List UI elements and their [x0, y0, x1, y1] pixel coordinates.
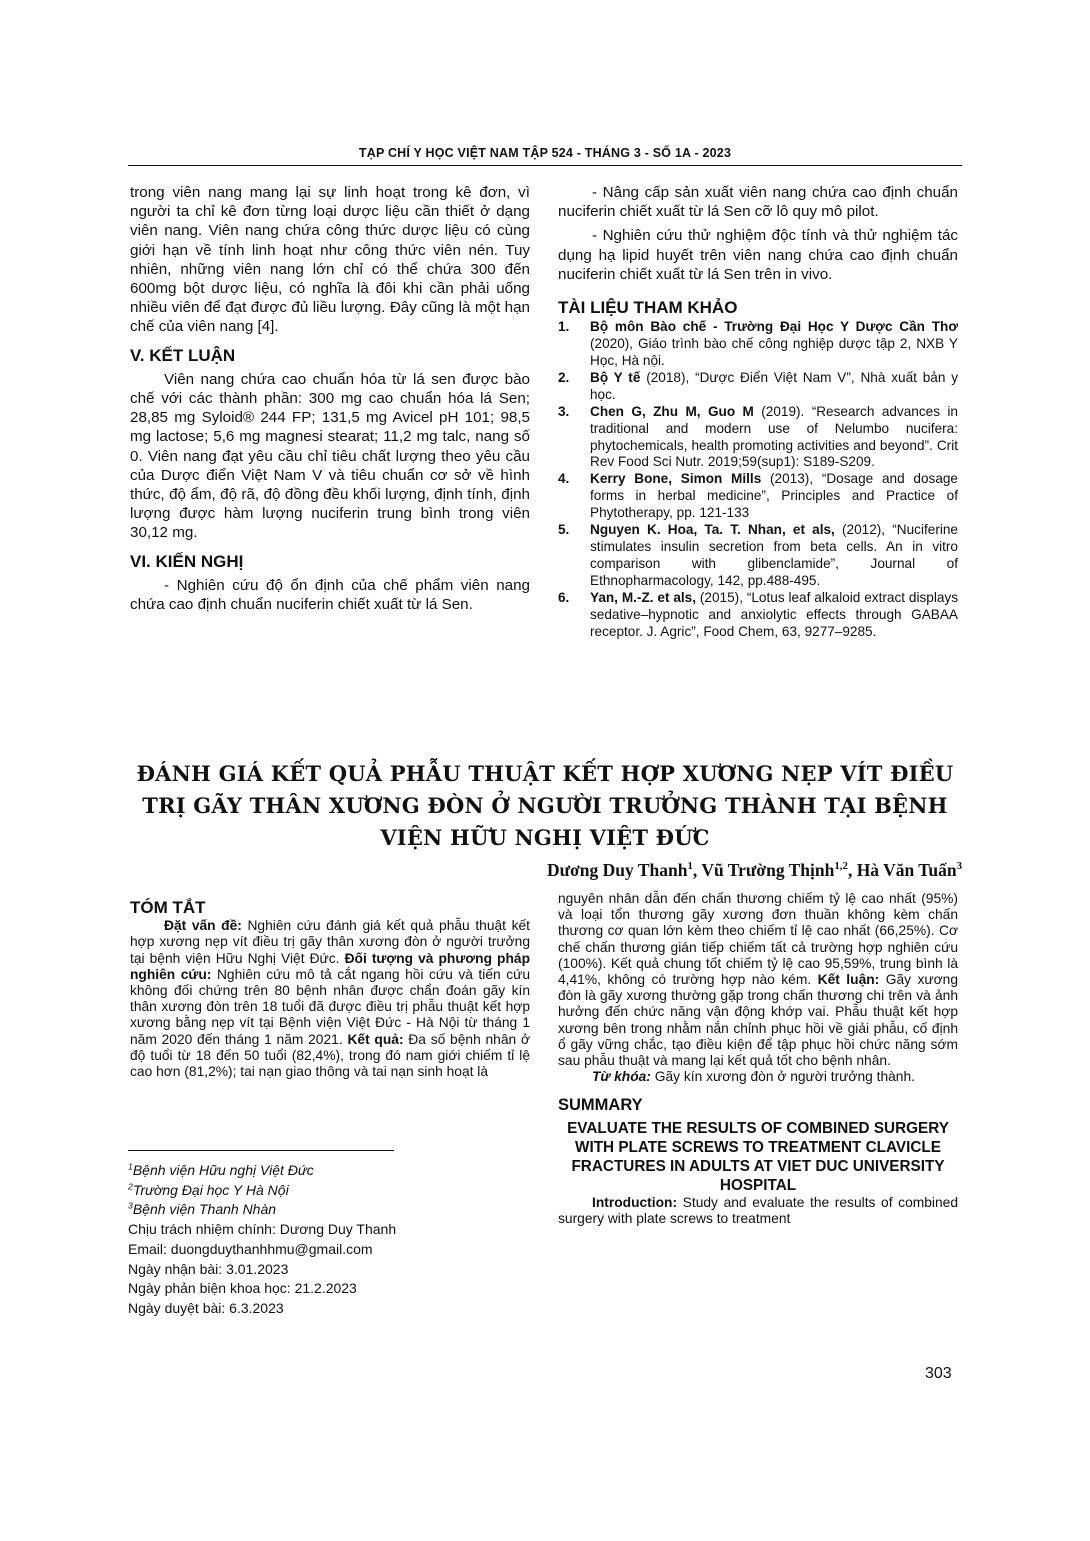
- page-number: 303: [925, 1365, 952, 1382]
- background-label: Đặt vấn đề:: [164, 918, 242, 934]
- reference-text: (2015), “Lotus leaf alkaloid extract displays sedative–hypnotic and anxiolytic effects through GABAA receptor. J. Agric”, Food Chem, 63, 9277–9285.: [590, 589, 958, 639]
- recommendation-text: - Nghiên cứu độ ổn định của chế phẩm viên nang chứa cao định chuẩn nuciferin chiết xuất từ lá Sen.: [130, 576, 530, 614]
- reference-item: [558, 370, 958, 404]
- reference-number: 1.: [558, 319, 570, 335]
- reference-text: (2020), Giáo trình bào chế công nghiệp dược tập 2, NXB Y Học, Hà nội.: [590, 336, 958, 369]
- abstract-background: [130, 918, 530, 1080]
- recommendation-heading: VI. KIẾN NGHỊ: [130, 551, 244, 571]
- footnotes: [128, 1161, 528, 1319]
- author-name: Dương Duy Thanh: [546, 860, 688, 880]
- author-affiliation-mark: 1,2: [834, 860, 848, 873]
- reference-number: 3.: [558, 403, 570, 419]
- journal-header: TẠP CHÍ Y HỌC VIỆT NAM TẬP 524 - THÁNG 3 - SỐ 1A - 2023: [358, 146, 732, 160]
- reference-item: [558, 471, 958, 522]
- left-column: [130, 183, 530, 614]
- reference-text: (2013), “Dosage and dosage forms in herbal medicine”, Principles and Practice of Phytotherapy, pp. 121-133: [590, 471, 958, 521]
- methods-text: Nghiên cứu mô tả cắt ngang hồi cứu và tiến cứu không đối chứng trên 80 bệnh nhân được chẩn đoán gãy kín thân xương đòn trên 18 tuổi đã được điều trị phẫu thuật kết hợp xương bằng nẹp vít tại Bệnh viện Việt Đức - Hà Nội từ tháng 1 năm 2020 đến tháng 1 năm 2021.: [130, 966, 530, 1047]
- article-title: ĐÁNH GIÁ KẾT QUẢ PHẪU THUẬT KẾT HỢP XƯƠNG NẸP VÍT ĐIỀU TRỊ GÃY THÂN XƯƠNG ĐÒN Ở NGƯỜI TRƯỞNG THÀNH TẠI BỆNH VIỆN HỮU NGHỊ VIỆT ĐỨC: [136, 761, 954, 850]
- author-name: Vũ Trường Thịnh: [701, 860, 835, 880]
- header-rule: [128, 165, 962, 166]
- reference-number: 4.: [558, 471, 570, 487]
- summary-introduction: [558, 1195, 958, 1227]
- author-affiliation-mark: 1: [687, 860, 693, 873]
- conclusion-label: Kết luận:: [817, 972, 880, 988]
- methods-label: Đối tượng và phương pháp nghiên cứu:: [130, 950, 530, 982]
- reference-text: (2012), “Nuciferine stimulates insulin secretion from beta cells. An in vitro comparison with glibenclamide”, Journal of Ethnopharmacology, 142, pp.488-495.: [590, 522, 958, 588]
- author-name: Hà Văn Tuấn: [856, 860, 957, 880]
- recommendation-item-2: - Nâng cấp sản xuất viên nang chứa cao định chuẩn nuciferin chiết xuất từ lá Sen cỡ lô quy mô pilot.: [558, 184, 958, 221]
- affiliation-3: $^3$Bệnh viện Thanh Nhàn: [128, 1200, 277, 1218]
- results-text: Đa số bệnh nhân ở độ tuổi từ 18 đến 50 tuổi (82,4%), trong đó nam giới chiếm tỉ lệ cao hơn (81,2%); tai nạn giao thông và tai nạn sinh hoạt là: [130, 1031, 530, 1080]
- discussion-paragraph: trong viên nang mang lại sự linh hoạt trong kê đơn, vì người ta chỉ kê đơn từng loại dược liệu cần thiết ở dạng viên nang. Viên nang chứa công thức dược liệu có cùng giới hạn về tính linh hoạt như công thức viên nén. Tuy nhiên, những viên nang lớn chỉ có thể chứa 300 đến 600mg bột dược liệu, có nghĩa là đôi khi cần phải uống nhiều viên để đạt được đủ liều lượng. Đây cũng là một hạn chế của viên nang [4].: [130, 184, 530, 336]
- results-text-continued: nguyên nhân dẫn đến chấn thương chiếm tỷ lệ cao nhất (95%) và loại tổn thương gãy xương đơn thuần không kèm chấn thương cơ quan lớn kèm theo chiếm tỉ lệ cao nhất (66,25%). Cơ chế chấn thương gián tiếp chiếm tất cả trường hợp nghiên cứu (100%). Kết quả chung tốt chiếm tỷ lệ cao 95,59%, trung bình là 4,41%, không có trường hợp nào kém.: [558, 891, 958, 988]
- author-list: Dương Duy Thanh$^1$, Vũ Trường Thịnh$^{1,2}$, Hà Văn Tuấn$^3$: [546, 860, 962, 880]
- corresponding-author: Chịu trách nhiệm chính: Dương Duy Thanh: [128, 1221, 397, 1238]
- reference-item: [558, 319, 958, 370]
- recommendation-item-3: - Nghiên cứu thử nghiệm độc tính và thử nghiệm tác dụng hạ lipid huyết trên viên nang chứa cao định chuẩn nuciferin chiết xuất từ lá Sen trên in vivo.: [558, 227, 958, 283]
- references-heading: TÀI LIỆU THAM KHẢO: [558, 298, 738, 318]
- reference-author: Bộ Y tế: [590, 369, 641, 385]
- conclusion-heading: V. KẾT LUẬN: [130, 345, 236, 365]
- keywords-label: Từ khóa:: [592, 1069, 651, 1085]
- reference-item: [558, 404, 958, 472]
- abstract-keywords: [558, 1069, 958, 1085]
- background-text: Nghiên cứu đánh giá kết quả phẫu thuật kết hợp xương nẹp vít điều trị gãy thân xương đòn ở người trưởng tại bệnh viện Hữu Nghị Việt Đức.: [130, 918, 530, 966]
- reference-author: Chen G, Zhu M, Guo M: [590, 403, 754, 419]
- references-list: [558, 319, 958, 640]
- reference-author: Bộ môn Bào chế - Trường Đại Học Y Dược Cần Thơ: [590, 319, 958, 335]
- abstract-left-column: [130, 900, 530, 1080]
- reference-author: Yan, M.-Z. et als,: [590, 589, 697, 605]
- reference-text: (2018), “Dược Điển Việt Nam V”, Nhà xuất bản y học.: [590, 369, 959, 402]
- accepted-date: Ngày duyệt bài: 6.3.2023: [128, 1299, 284, 1316]
- footnote-rule: [128, 1150, 394, 1151]
- reference-item: [558, 522, 958, 590]
- conclusion-text: Viên nang chứa cao chuẩn hóa từ lá sen được bào chế với các thành phần: 300 mg cao chuẩn hóa lá Sen; 28,85 mg Syloid® 244 FP; 131,5 mg Avicel pH 101; 98,5 mg lactose; 5,6 mg magnesi stearat; 11,2 mg talc, nang số 0. Viên nang đạt yêu cầu chỉ tiêu chất lượng theo yêu cầu của Dược điển Việt Nam V và tiêu chuẩn cơ sở về hình thức, độ ẩm, độ rã, độ đồng đều khối lượng, định tính, định lượng được hàm lượng nuciferin trung bình trong viên 30,12 mg.: [130, 370, 530, 542]
- introduction-text: Study and evaluate the results of combined surgery with plate screws to treatment: [558, 1194, 958, 1226]
- author-affiliation-mark: 3: [956, 860, 962, 873]
- summary-title: EVALUATE THE RESULTS OF COMBINED SURGERY WITH PLATE SCREWS TO TREATMENT CLAVICLE FRACTURES IN ADULTS AT VIET DUC UNIVERSITY HOSPITAL: [567, 1119, 949, 1194]
- reference-text: (2019). “Research advances in traditional and modern use of Nelumbo nucifera: phytochemicals, health promoting activities and beyond”. Crit Rev Food Sci Nutr. 2019;59(sup1): S189-S209.: [590, 403, 958, 470]
- reference-number: 5.: [558, 522, 570, 538]
- reference-author: Kerry Bone, Simon Mills: [590, 471, 762, 487]
- reference-number: 2.: [558, 369, 570, 385]
- abstract-results-continued: [558, 891, 958, 1069]
- reference-item: [558, 590, 958, 641]
- right-column: [558, 183, 958, 640]
- received-date: Ngày nhận bài: 3.01.2023: [128, 1260, 289, 1277]
- reference-author: Nguyen K. Hoa, Ta. T. Nhan, et als,: [590, 522, 835, 538]
- abstract-right-column: [558, 891, 958, 1227]
- reference-number: 6.: [558, 589, 570, 605]
- abstract-conclusion-text: Gãy xương đòn là gãy xương thường gặp trong chấn thương chi trên và ảnh hưởng đến chức năng vận động khớp vai. Phẫu thuật kết hợp xương bên trong nhằm nắn chỉnh phục hồi về giải phẫu, cố định ổ gãy vững chắc, tạo điều kiện để tập phục hồi chức năng sớm sau phẫu thuật và mang lại kết quả tốt cho bệnh nhân.: [558, 972, 958, 1069]
- introduction-label: Introduction:: [592, 1194, 678, 1210]
- review-date: Ngày phản biện khoa học: 21.2.2023: [128, 1280, 357, 1297]
- contact-email: Email: duongduythanhhmu@gmail.com: [128, 1240, 373, 1257]
- affiliation-2: $^2$Trường Đại học Y Hà Nội: [128, 1181, 289, 1198]
- results-label: Kết quả:: [347, 1031, 404, 1047]
- abstract-heading: TÓM TẮT: [130, 898, 206, 917]
- keywords-text: Gãy kín xương đòn ở người trưởng thành.: [650, 1069, 915, 1085]
- affiliation-1: $^1$Bệnh viện Hữu nghị Việt Đức: [128, 1161, 314, 1178]
- summary-heading: SUMMARY: [558, 1096, 643, 1115]
